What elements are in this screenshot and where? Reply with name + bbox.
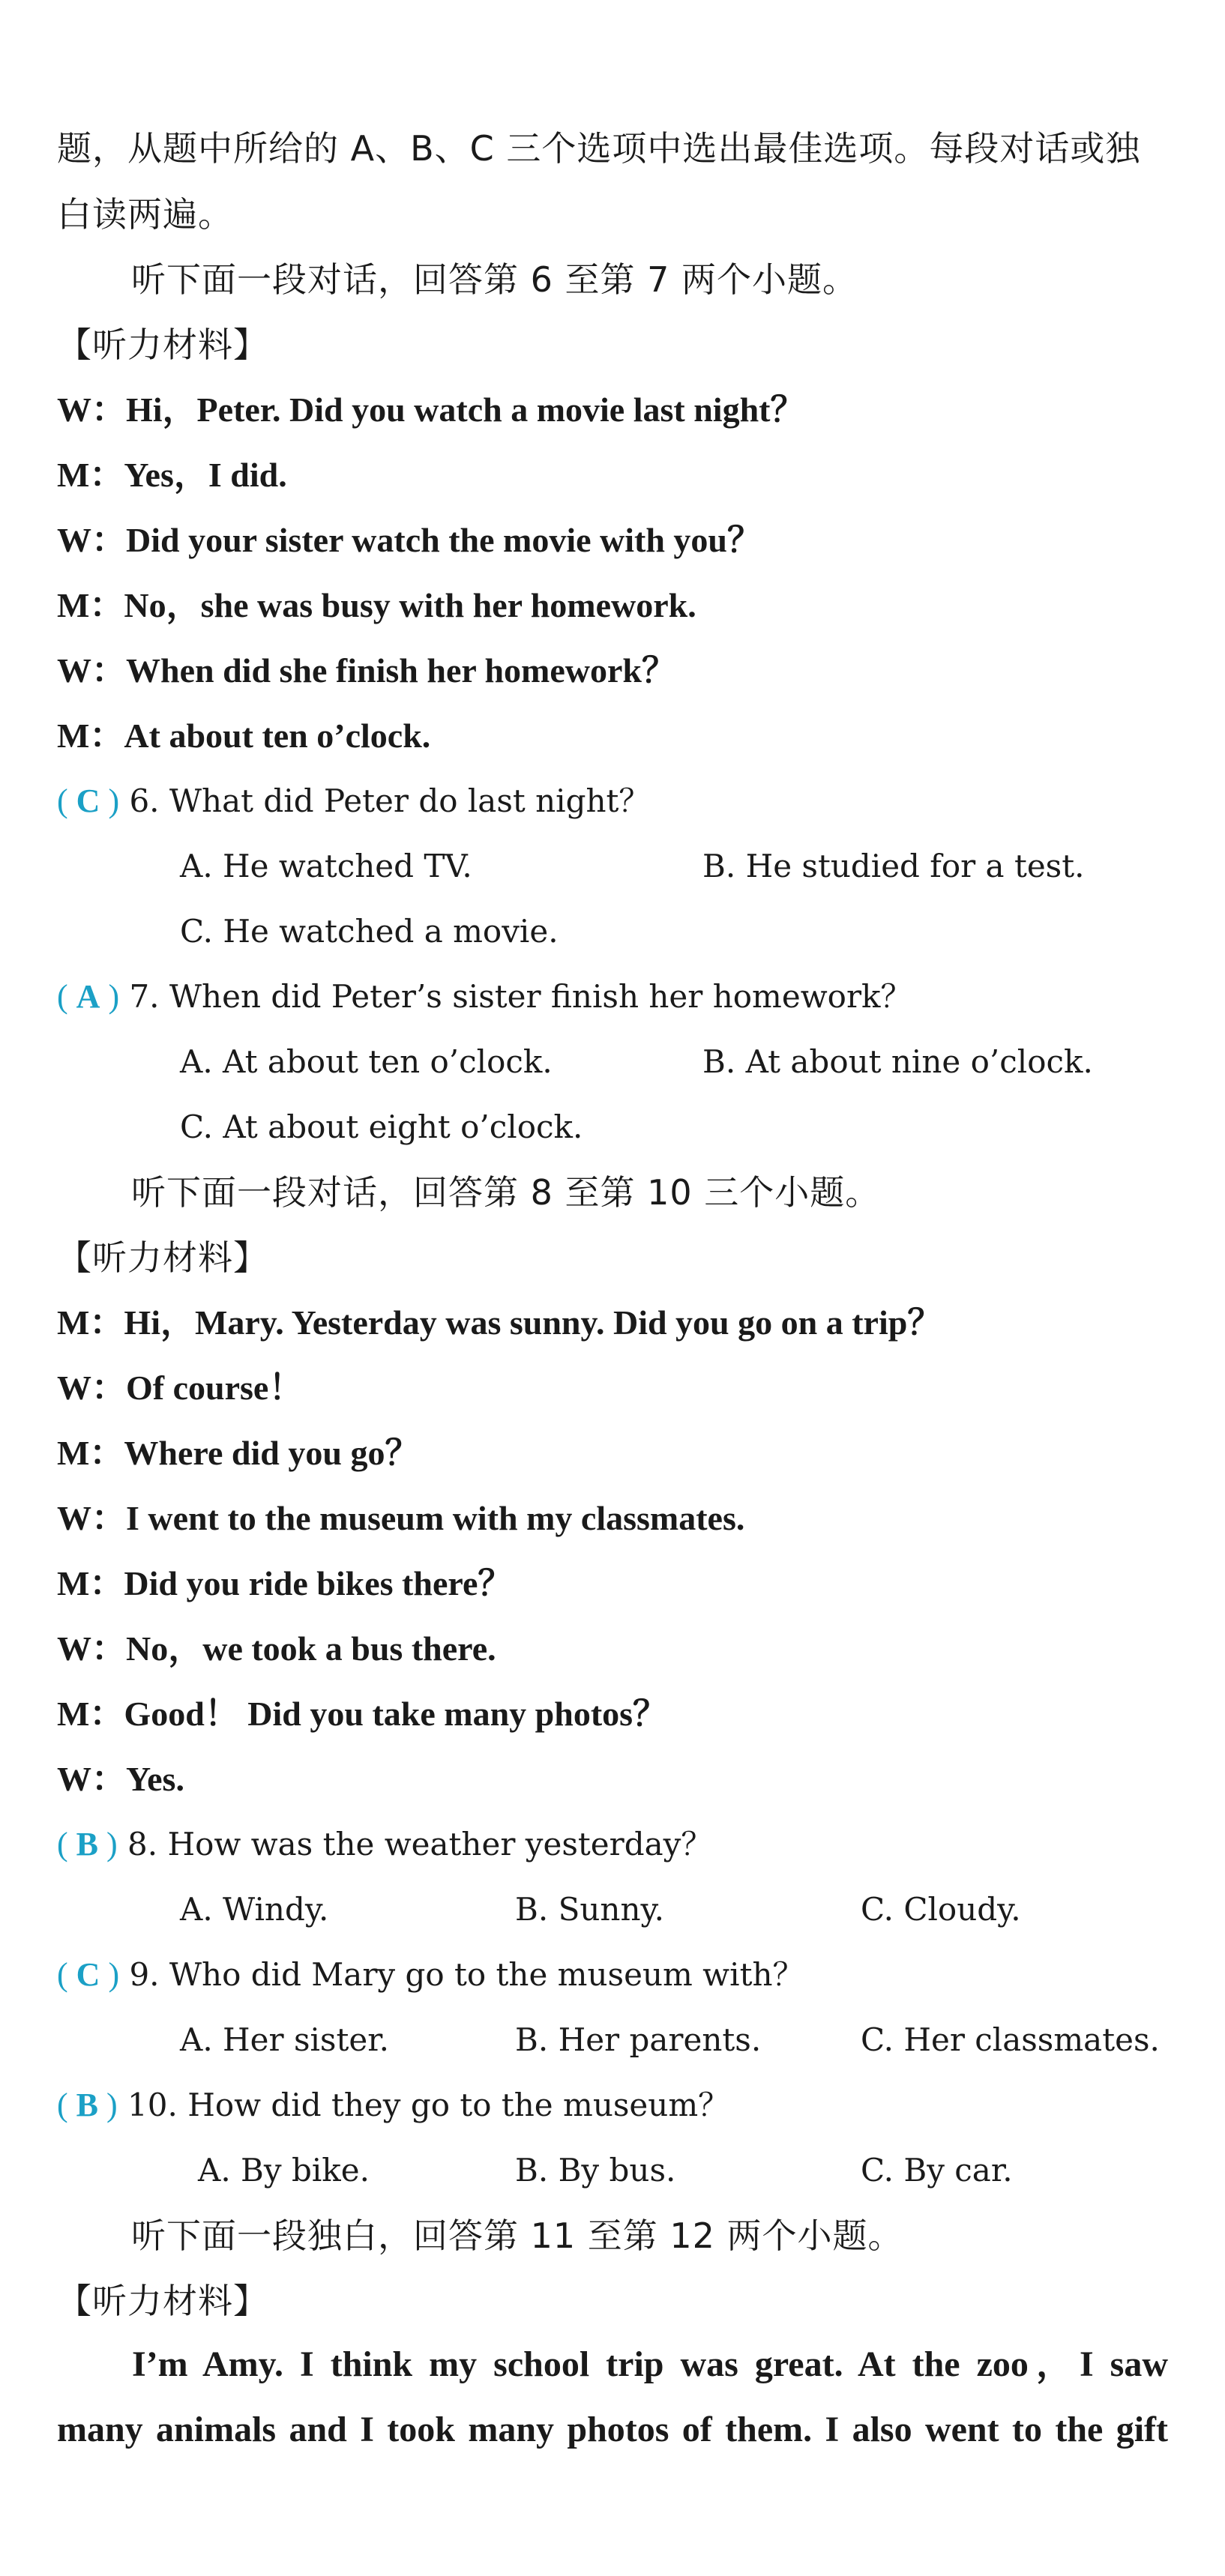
- section-1-material-label: 【听力材料】: [57, 325, 268, 365]
- option-a: A. Her sister.: [180, 2021, 390, 2058]
- question-number: 9.: [129, 1956, 160, 1993]
- monologue-text: I’m Amy. I think my school trip was great. At the zoo，I saw: [132, 2344, 1168, 2384]
- answer-bracket: ( C ): [57, 782, 120, 819]
- section-1-instruction: 听下面一段对话，回答第 6 至第 7 两个小题。: [131, 259, 858, 300]
- question-8: [57, 1822, 1168, 1867]
- section-3-instruction: 听下面一段独白，回答第 11 至第 12 两个小题。: [131, 2215, 903, 2256]
- option-c: C. Her classmates.: [861, 2021, 1160, 2058]
- question-number: 6.: [129, 782, 160, 819]
- option-a: A. Windy.: [180, 1891, 329, 1928]
- dialogue-line: W：Hi，Peter. Did you watch a movie last night？: [57, 390, 805, 429]
- dialogue-line: M：At about ten o’clock.: [57, 717, 431, 755]
- question-number: 8.: [127, 1826, 158, 1862]
- answer-letter: B: [76, 2087, 99, 2123]
- intro-line-1: 题，从题中所给的 A、B、C 三个选项中选出最佳选项。每段对话或独: [57, 128, 1141, 169]
- option-a: A. He watched TV.: [180, 848, 472, 884]
- monologue-line-1: [57, 2332, 1168, 2397]
- question-7: [57, 974, 1168, 1019]
- dialogue-line: W：Yes.: [57, 1760, 184, 1798]
- option-a: A. At about ten o’clock.: [180, 1043, 553, 1080]
- dialogue-line: M：Good！ Did you take many photos？: [57, 1695, 668, 1733]
- dialogue-line: M：Hi，Mary. Yesterday was sunny. Did you go on a trip？: [57, 1303, 942, 1342]
- dialogue-line: M：No，she was busy with her homework.: [57, 586, 696, 624]
- dialogue-line: W：No，we took a bus there.: [57, 1629, 496, 1668]
- dialogue-line: M：Where did you go？: [57, 1434, 420, 1472]
- question-text: How was the weather yesterday？: [167, 1826, 713, 1862]
- question-text: What did Peter do last night？: [169, 782, 651, 819]
- question-10: [57, 2083, 1168, 2128]
- option-a: A. By bike.: [198, 2152, 370, 2189]
- dialogue-line: W：Did your sister watch the movie with you？: [57, 521, 762, 559]
- option-c: C. He watched a movie.: [180, 913, 559, 950]
- answer-bracket: ( A ): [57, 978, 120, 1015]
- section-2-instruction: 听下面一段对话，回答第 8 至第 10 三个小题。: [131, 1172, 881, 1213]
- option-c: C. By car.: [861, 2152, 1013, 2189]
- question-text: When did Peter’s sister finish her homework？: [169, 978, 912, 1015]
- option-c: C. At about eight o’clock.: [180, 1108, 583, 1145]
- intro-line-2: 白读两遍。: [57, 194, 233, 235]
- question-text: How did they go to the museum？: [187, 2087, 730, 2123]
- question-text: Who did Mary go to the museum with？: [169, 1956, 804, 1993]
- dialogue-line: W：I went to the museum with my classmates.: [57, 1499, 745, 1537]
- dialogue-line: M：Did you ride bikes there？: [57, 1564, 513, 1602]
- question-6: [57, 779, 1168, 824]
- answer-letter: C: [76, 1956, 100, 1993]
- section-3-material-label: 【听力材料】: [57, 2281, 268, 2321]
- dialogue-line: W：When did she finish her homework？: [57, 651, 677, 690]
- answer-bracket: ( C ): [57, 1956, 120, 1993]
- dialogue-line: W：Of course！: [57, 1369, 304, 1407]
- option-b: B. Sunny.: [515, 1891, 664, 1928]
- answer-bracket: ( B ): [57, 1826, 118, 1862]
- answer-letter: B: [76, 1826, 99, 1862]
- monologue-line-2: many animals and I took many photos of them. I also went to the gift: [57, 2410, 1168, 2449]
- section-2-material-label: 【听力材料】: [57, 1237, 268, 1278]
- answer-bracket: ( B ): [57, 2087, 118, 2123]
- dialogue-line: M：Yes，I did.: [57, 456, 287, 494]
- option-c: C. Cloudy.: [861, 1891, 1021, 1928]
- question-number: 7.: [129, 978, 160, 1015]
- option-b: B. He studied for a test.: [702, 848, 1085, 884]
- option-b: B. By bus.: [515, 2152, 676, 2189]
- answer-letter: C: [76, 782, 100, 819]
- answer-letter: A: [76, 978, 100, 1015]
- option-b: B. At about nine o’clock.: [702, 1043, 1093, 1080]
- option-b: B. Her parents.: [515, 2021, 762, 2058]
- question-9: [57, 1952, 1168, 1997]
- question-number: 10.: [127, 2087, 178, 2123]
